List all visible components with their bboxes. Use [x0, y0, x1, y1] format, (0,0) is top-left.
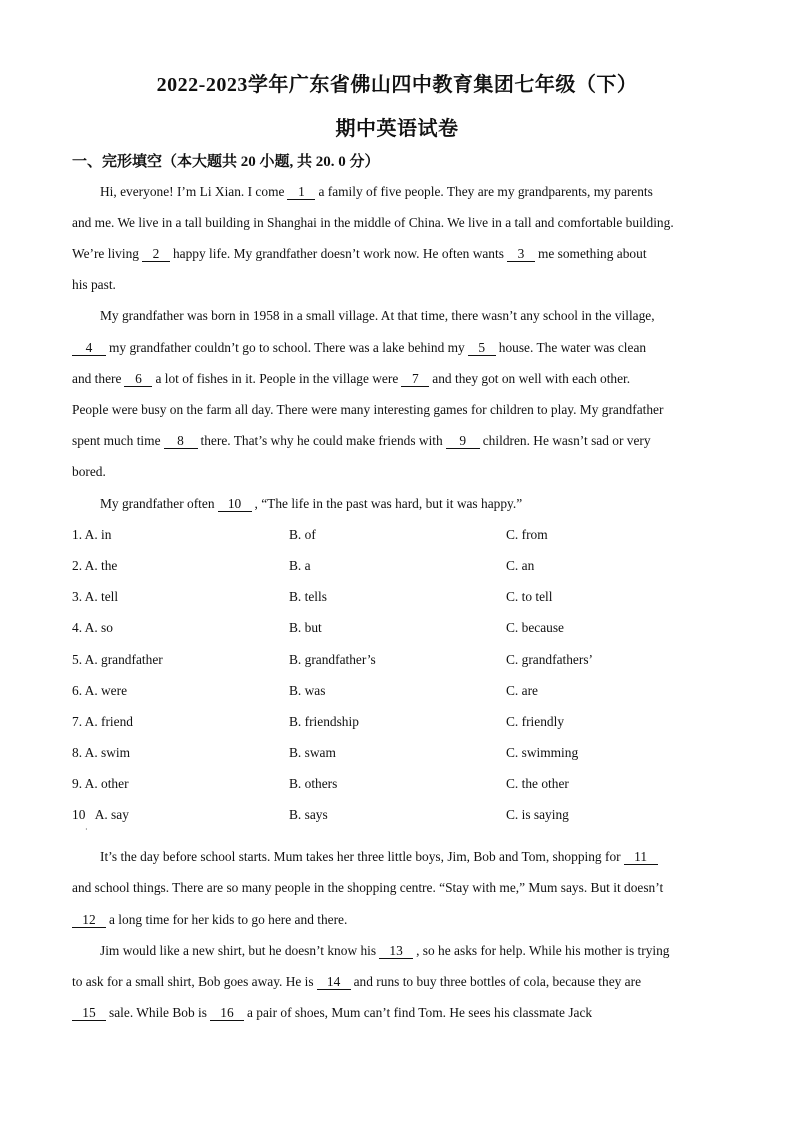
option-b: B. a — [289, 558, 311, 573]
passage1-line: My grandfather was born in 1958 in a small village. At that time, there wasn’t any school in the village, — [100, 308, 655, 323]
answer-blank: 8 — [164, 434, 198, 449]
option-c: C. from — [506, 527, 548, 542]
option-a: 3. A. tell — [72, 589, 119, 604]
answer-blank: 2 — [142, 247, 170, 262]
exam-title: 2022-2023学年广东省佛山四中教育集团七年级（下） — [156, 74, 638, 96]
option-c: C. an — [506, 558, 535, 573]
passage1-line: his past. — [72, 277, 116, 292]
passage1-line: We’re living 2 happy life. My grandfather doesn’t work now. He often wants 3 me something about — [72, 246, 647, 261]
passage1-line: and me. We live in a tall building in Shanghai in the middle of China. We live in a tall and comfortable building. — [72, 215, 674, 230]
answer-blank: 12 — [72, 913, 106, 928]
option-a: 10 A. say — [72, 807, 129, 822]
passage2-line: 12 a long time for her kids to go here and there. — [72, 912, 722, 928]
answer-blank: 4 — [72, 341, 106, 356]
answer-blank: 5 — [468, 341, 496, 356]
passage1-line: and there 6 a lot of fishes in it. People in the village were 7 and they got on well with each other. — [72, 371, 631, 386]
option-c: C. because — [506, 620, 565, 635]
section-heading: 一、完形填空（本大题共 20 小题, 共 20. 0 分） — [72, 154, 380, 170]
option-a: 1. A. in — [72, 527, 112, 542]
option-c: C. are — [506, 683, 538, 698]
option-b: B. of — [289, 527, 316, 542]
answer-blank: 11 — [624, 850, 658, 865]
passage2-line: to ask for a small shirt, Bob goes away. He is 14 and runs to buy three bottles of cola, because they are — [72, 974, 642, 989]
option-b: B. was — [289, 683, 326, 698]
passage1-line: My grandfather often 10 , “The life in the past was hard, but it was happy.” — [100, 496, 523, 511]
passage1-line: spent much time 8 there. That’s why he could make friends with 9 children. He wasn’t sad or very — [72, 433, 651, 448]
passage2-line: Jim would like a new shirt, but he doesn’t know his 13 , so he asks for help. While his mother is trying — [100, 943, 670, 958]
option-b: B. friendship — [289, 714, 359, 729]
passage1-line: People were busy on the farm all day. There were many interesting games for children to play. My grandfather — [72, 402, 664, 417]
option-b: B. says — [289, 807, 328, 822]
option-c: C. swimming — [506, 745, 579, 760]
passage1-line: 4 my grandfather couldn’t go to school. There was a lake behind my 5 house. The water was clean — [72, 340, 722, 356]
option-a: 4. A. so — [72, 620, 113, 635]
passage2-line: 15 sale. While Bob is 16 a pair of shoes, Mum can’t find Tom. He sees his classmate Jack — [72, 1005, 722, 1021]
option-c: C. is saying — [506, 807, 569, 822]
option-a: 9. A. other — [72, 776, 129, 791]
answer-blank: 9 — [446, 434, 480, 449]
passage1-line: bored. — [72, 464, 106, 479]
answer-blank: 15 — [72, 1006, 106, 1021]
passage2-line: and school things. There are so many people in the shopping centre. “Stay with me,” Mum says. But it doesn’t — [72, 880, 664, 895]
answer-blank: 16 — [210, 1006, 244, 1021]
option-b: B. swam — [289, 745, 336, 760]
option-a: 6. A. were — [72, 683, 128, 698]
answer-blank: 6 — [124, 372, 152, 387]
passage1-line: Hi, everyone! I’m Li Xian. I come 1 a family of five people. They are my grandparents, my parents — [100, 184, 653, 199]
answer-blank: 7 — [401, 372, 429, 387]
passage2-line: It’s the day before school starts. Mum takes her three little boys, Jim, Bob and Tom, shopping for 11 — [100, 849, 722, 865]
option-b: B. others — [289, 776, 338, 791]
option-a: 5. A. grandfather — [72, 652, 163, 667]
answer-blank: 3 — [507, 247, 535, 262]
exam-subtitle: 期中英语试卷 — [335, 118, 459, 140]
answer-blank: 1 — [287, 185, 315, 200]
option-b: B. grandfather’s — [289, 652, 376, 667]
option-c: C. friendly — [506, 714, 565, 729]
option-a: 8. A. swim — [72, 745, 131, 760]
option-a: 7. A. friend — [72, 714, 133, 729]
answer-blank: 10 — [218, 497, 252, 512]
answer-blank: 13 — [379, 944, 413, 959]
option-c: C. to tell — [506, 589, 553, 604]
stray-dot: · — [85, 825, 88, 834]
option-c: C. the other — [506, 776, 569, 791]
option-b: B. but — [289, 620, 322, 635]
option-a: 2. A. the — [72, 558, 118, 573]
answer-blank: 14 — [317, 975, 351, 990]
option-c: C. grandfathers’ — [506, 652, 594, 667]
option-b: B. tells — [289, 589, 327, 604]
